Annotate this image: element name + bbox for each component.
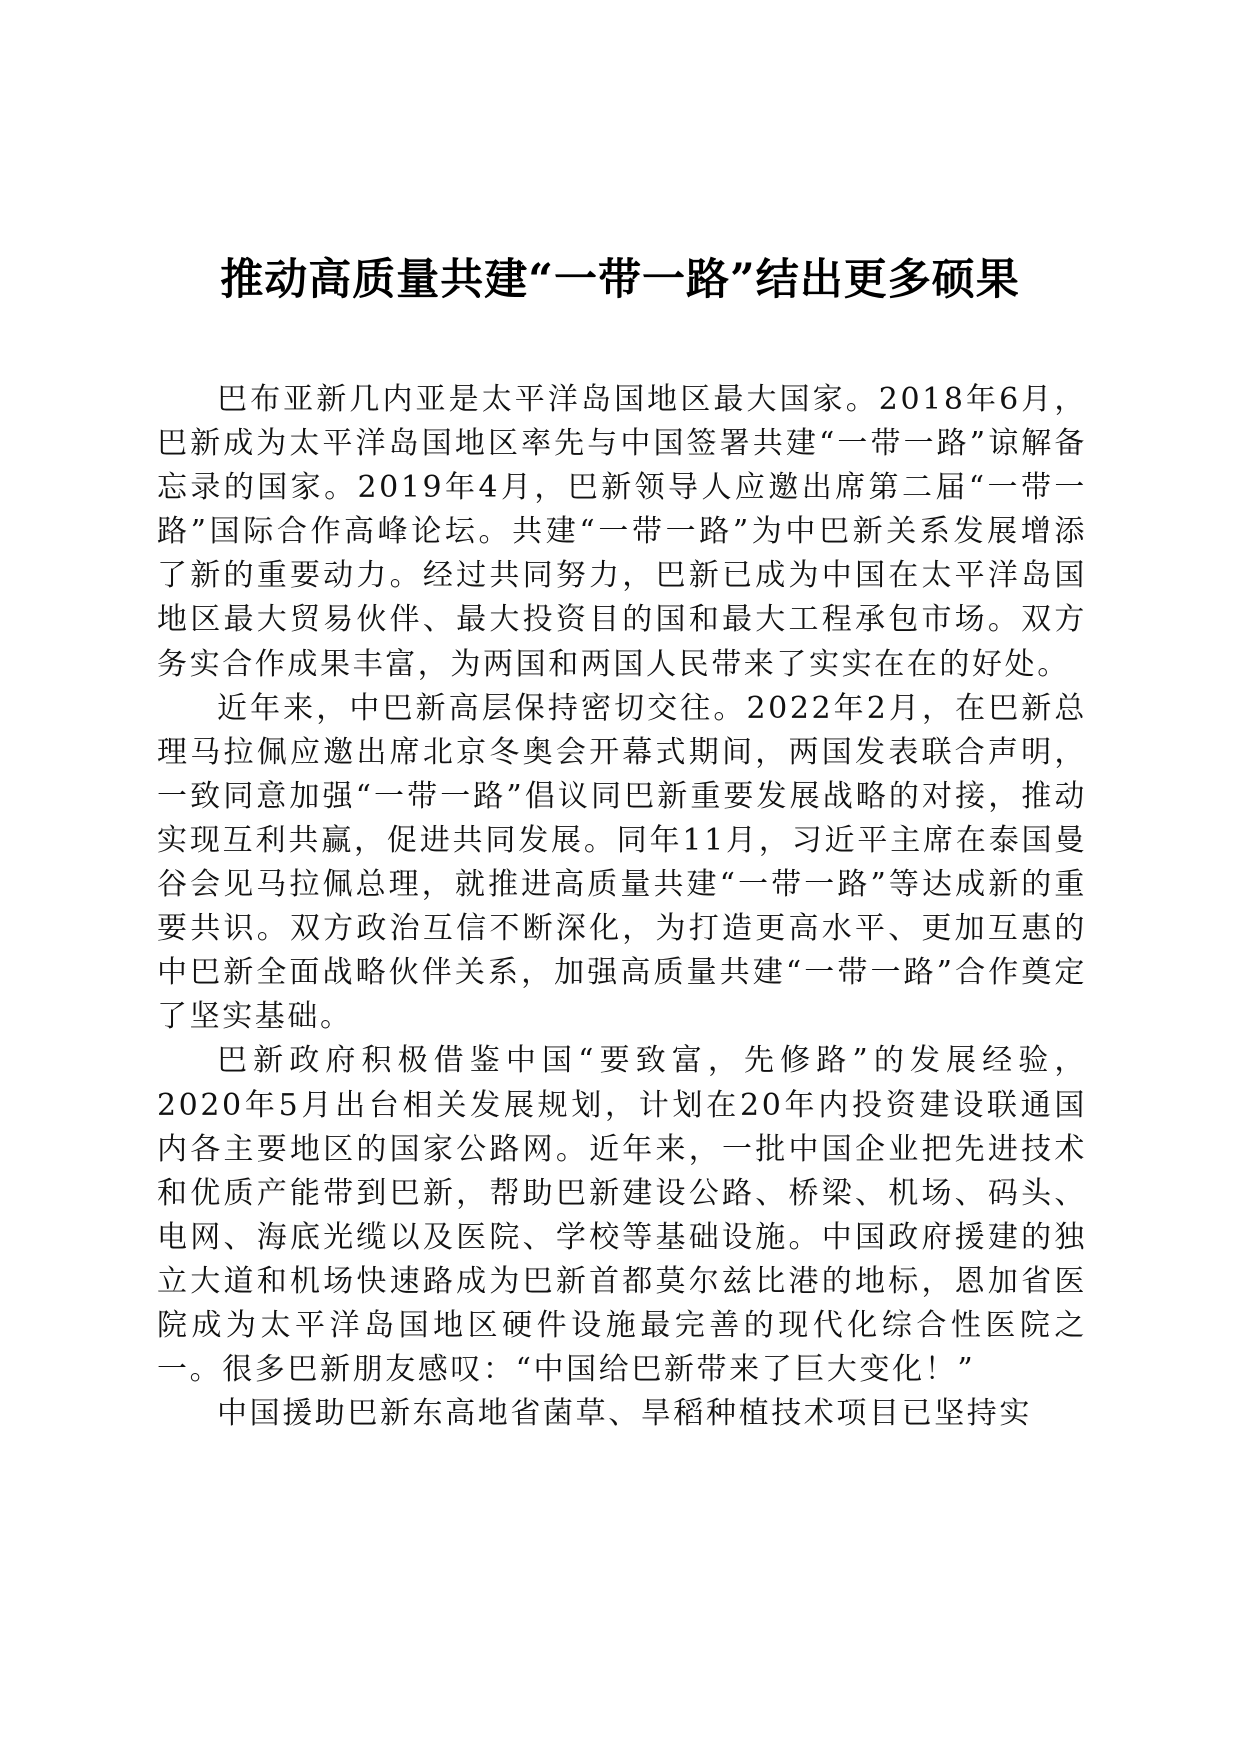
paragraph-4: 中国援助巴新东高地省菌草、旱稻种植技术项目已坚持实 <box>217 1396 1032 1432</box>
paragraph-1: 巴布亚新几内亚是太平洋岛国地区最大国家。2018年6月，巴新成为太平洋岛国地区率先与中国签署共建“一带一路”谅解备忘录的国家。2019年4月，巴新领导人应邀出席第二届“一带一路”国际合作高峰论坛。共建“一带一路”为中巴新关系发展增添了新的重要动力。经过共同努力，巴新已成为中国在太平洋岛国地区最大贸易伙伴、最大投资目的国和最大工程承包市场。双方务实合作成果丰富，为两国和两国人民带来了实实在在的好处。 <box>157 382 1087 682</box>
paragraph-3: 巴新政府积极借鉴中国“要致富，先修路”的发展经验，2020年5月出台相关发展规划，计划在20年内投资建设联通国内各主要地区的国家公路网。近年来，一批中国企业把先进技术和优质产能带到巴新，帮助巴新建设公路、桥梁、机场、码头、电网、海底光缆以及医院、学校等基础设施。中国政府援建的独立大道和机场快速路成为巴新首都莫尔兹比港的地标，恩加省医院成为太平洋岛国地区硬件设施最完善的现代化综合性医院之一。很多巴新朋友感叹：“中国给巴新带来了巨大变化！” <box>157 1043 1087 1388</box>
article-body <box>157 378 1087 1436</box>
article-title: 推动高质量共建“一带一路”结出更多硕果 <box>220 255 1020 305</box>
paragraph-2: 近年来，中巴新高层保持密切交往。2022年2月，在巴新总理马拉佩应邀出席北京冬奥会开幕式期间，两国发表联合声明，一致同意加强“一带一路”倡议同巴新重要发展战略的对接，推动实现互利共赢，促进共同发展。同年11月，习近平主席在泰国曼谷会见马拉佩总理，就推进高质量共建“一带一路”等达成新的重要共识。双方政治互信不断深化，为打造更高水平、更加互惠的中巴新全面战略伙伴关系，加强高质量共建“一带一路”合作奠定了坚实基础。 <box>157 690 1087 1035</box>
